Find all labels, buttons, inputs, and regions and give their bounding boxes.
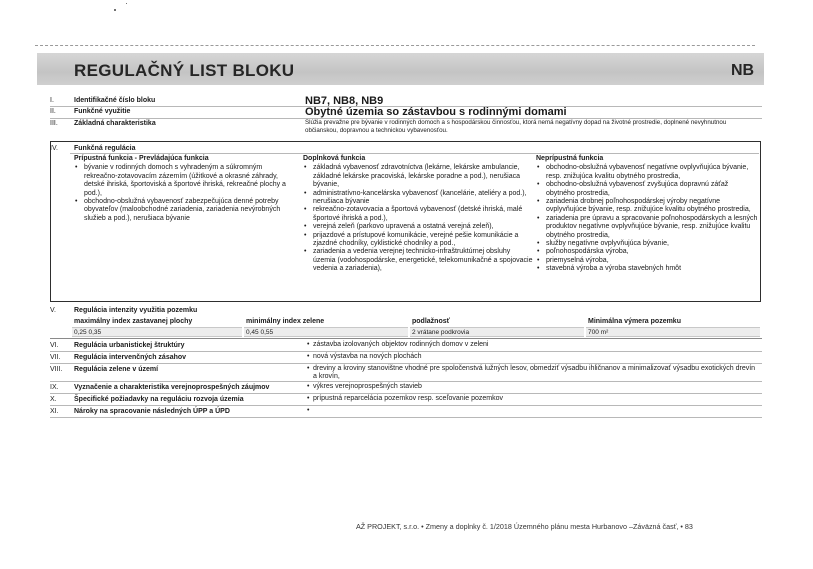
row-divider xyxy=(50,417,762,418)
list-item: • zariadenia pre úpravu a spracovanie poľnohospodárskych a lesných produktov negatívne ovplyvňujúce bývanie, resp. znižujúce kvalitu obytného prostredia, xyxy=(546,215,758,240)
section-label: Špecifické požiadavky na reguláciu rozvoja územia xyxy=(74,396,244,403)
page-title: REGULAČNÝ LIST BLOKU xyxy=(74,61,295,80)
section-number: VII. xyxy=(50,354,61,361)
complementary-function-column xyxy=(303,155,533,274)
section-label: Regulácia intenzity využitia pozemku xyxy=(74,307,198,314)
floors-value: 2 vrátane podkrovia xyxy=(410,327,584,337)
interventions-value: • nová výstavba na nových plochách xyxy=(313,353,768,361)
top-dashed-rule xyxy=(35,45,755,46)
list-item: • priemyselná výroba, xyxy=(546,257,758,265)
section-number: X. xyxy=(50,396,57,403)
urban-structure-value: • zástavba izolovaných objektov rodinných domov v zeleni xyxy=(313,341,768,349)
list-item: • poľnohospodárska výroba, xyxy=(546,248,758,256)
section-number: III. xyxy=(50,120,58,127)
list-item: • obchodno-obslužná vybavenosť zabezpečujúca denné potreby obyvateľov (maloobchodné zariadenia, zariadenia nevýrobných služieb a pod.), nerušiaca bývanie xyxy=(84,198,294,223)
section-label: Nároky na spracovanie následných ÚPP a ÚPD xyxy=(74,408,230,415)
row-divider xyxy=(50,393,762,394)
min-green-index-heading: minimálny index zelene xyxy=(246,318,325,325)
min-plot-area-value: 700 m² xyxy=(586,327,760,337)
row-divider xyxy=(50,405,762,406)
section-label: Funkčná regulácia xyxy=(74,145,136,152)
scan-speck xyxy=(114,9,116,11)
row-divider xyxy=(50,338,762,339)
section-number: IX. xyxy=(50,384,59,391)
list-item: • bývanie v rodinných domoch s vyhradeným a súkromným rekreačno-zotavovacím zázemím (úžitkové a okrasné záhrady, detské ihriská, športoviská a športové ihriská, rekreačné plochy a pod.), xyxy=(84,164,294,198)
block-code: NB xyxy=(731,62,755,79)
allowed-function-column xyxy=(74,155,294,223)
list-item: • základná vybavenosť zdravotníctva (lekárne, lekárske ambulancie, základné lekárske pracoviská, lekárske poradne a pod.), nerušiaca bývanie, xyxy=(313,164,533,189)
section-number: IV. xyxy=(50,145,58,152)
column-heading: Neprípustná funkcia xyxy=(536,155,604,162)
section-label: Funkčné využitie xyxy=(74,108,131,115)
row-divider xyxy=(50,351,762,352)
section-number: XI. xyxy=(50,408,59,415)
column-heading: Prípustná funkcia - Prevládajúca funkcia xyxy=(74,155,209,162)
section-label: Vyznačenie a charakteristika verejnoprospešných záujmov xyxy=(74,384,270,391)
list-item: • zariadenia a vedenia verejnej technicko-infraštruktúrnej obsluhy územia (vodohospodárske, energetické, telekomunikačné a spojovacie vedenia a zariadenia), xyxy=(313,248,533,273)
section-number: V. xyxy=(50,307,56,314)
section-label: Regulácia urbanistickej štruktúry xyxy=(74,342,185,349)
list-item: • služby negatívne ovplyvňujúca bývanie, xyxy=(546,240,758,248)
max-built-index-value: 0,25 0,35 xyxy=(72,327,242,337)
section-label: Regulácia zelene v území xyxy=(74,366,159,373)
greenery-value: • dreviny a kroviny stanovištne vhodné pre spoločenstvá lužných lesov, obmedziť výsadbu ihličnanov a minimalizovať výsadbu exotických drevín a krovín, xyxy=(313,365,758,381)
list-item: • obchodno-obslužná vybavenosť zvyšujúca dopravnú záťaž obytného prostredia, xyxy=(546,181,758,198)
block-ids: NB7, NB8, NB9 xyxy=(305,95,384,107)
section-label: Regulácia intervenčných zásahov xyxy=(74,354,187,361)
max-built-index-heading: maximálny index zastavanej plochy xyxy=(74,318,193,325)
section-number: I. xyxy=(50,97,54,104)
floors-heading: podlažnosť xyxy=(412,318,450,325)
row-divider xyxy=(50,381,762,382)
characteristics-value: Slúžia prevažne pre bývanie v rodinných domoch a s hospodárskou činnosťou, ktorá nemá negatívny dopad na životné prostredie, doplnené nevyhnutnou občianskou, dopravnou a technickou vybavenosťou. xyxy=(305,119,727,134)
list-item: • verejná zeleň (parkovo upravená a ostatná verejná zeleň), xyxy=(313,223,533,231)
section-number: II. xyxy=(50,108,56,115)
list-item: • administratívno-kancelárska vybavenosť (kancelárie, ateliéry a pod.), nerušiaca bývanie xyxy=(313,190,533,207)
min-green-index-value: 0,45 0,55 xyxy=(244,327,408,337)
section-label: Základná charakteristika xyxy=(74,120,156,127)
list-item: • obchodno-obslužná vybavenosť negatívne ovplyvňujúca bývanie, resp. znižujúca kvalitu obytného prostredia, xyxy=(546,164,758,181)
column-heading: Doplnková funkcia xyxy=(303,155,366,162)
row-divider xyxy=(70,153,759,154)
list-item: • rekreačno-zotavovacia a športová vybavenosť (detské ihriská, malé športové ihriská a pod.), xyxy=(313,206,533,223)
section-number: VI. xyxy=(50,342,59,349)
scan-speck xyxy=(126,3,127,4)
page-footer: AŽ PROJEKT, s.r.o. • Zmeny a doplnky č. 1/2018 Územného plánu mesta Hurbanovo –Záväzná časť, • 83 xyxy=(356,522,693,531)
specific-requirements-value: • prípustná reparcelácia pozemkov resp. sceľovanie pozemkov xyxy=(313,395,768,403)
list-item: • prijazdové a prístupové komunikácie, verejné pešie komunikácie a zjazdné chodníky, cyklistické chodníky a pod., xyxy=(313,232,533,249)
public-interest-value: • výkres verejnoprospešných stavieb xyxy=(313,383,768,391)
row-divider xyxy=(50,363,762,364)
forbidden-function-column xyxy=(536,155,758,274)
section-label: Identifikačné číslo bloku xyxy=(74,97,156,104)
section-number: VIII. xyxy=(50,366,63,373)
min-plot-area-heading: Minimálna výmera pozemku xyxy=(588,318,681,325)
functional-use-value: Obytné územia so zástavbou s rodinnými domami xyxy=(305,106,567,118)
list-item: • stavebná výroba a výroba stavebných hmôt xyxy=(546,265,758,273)
list-item: • zariadenia drobnej poľnohospodárskej výroby negatívne ovplyvňujúce bývanie, resp. znižujúce kvalitu obytného prostredia, xyxy=(546,198,758,215)
